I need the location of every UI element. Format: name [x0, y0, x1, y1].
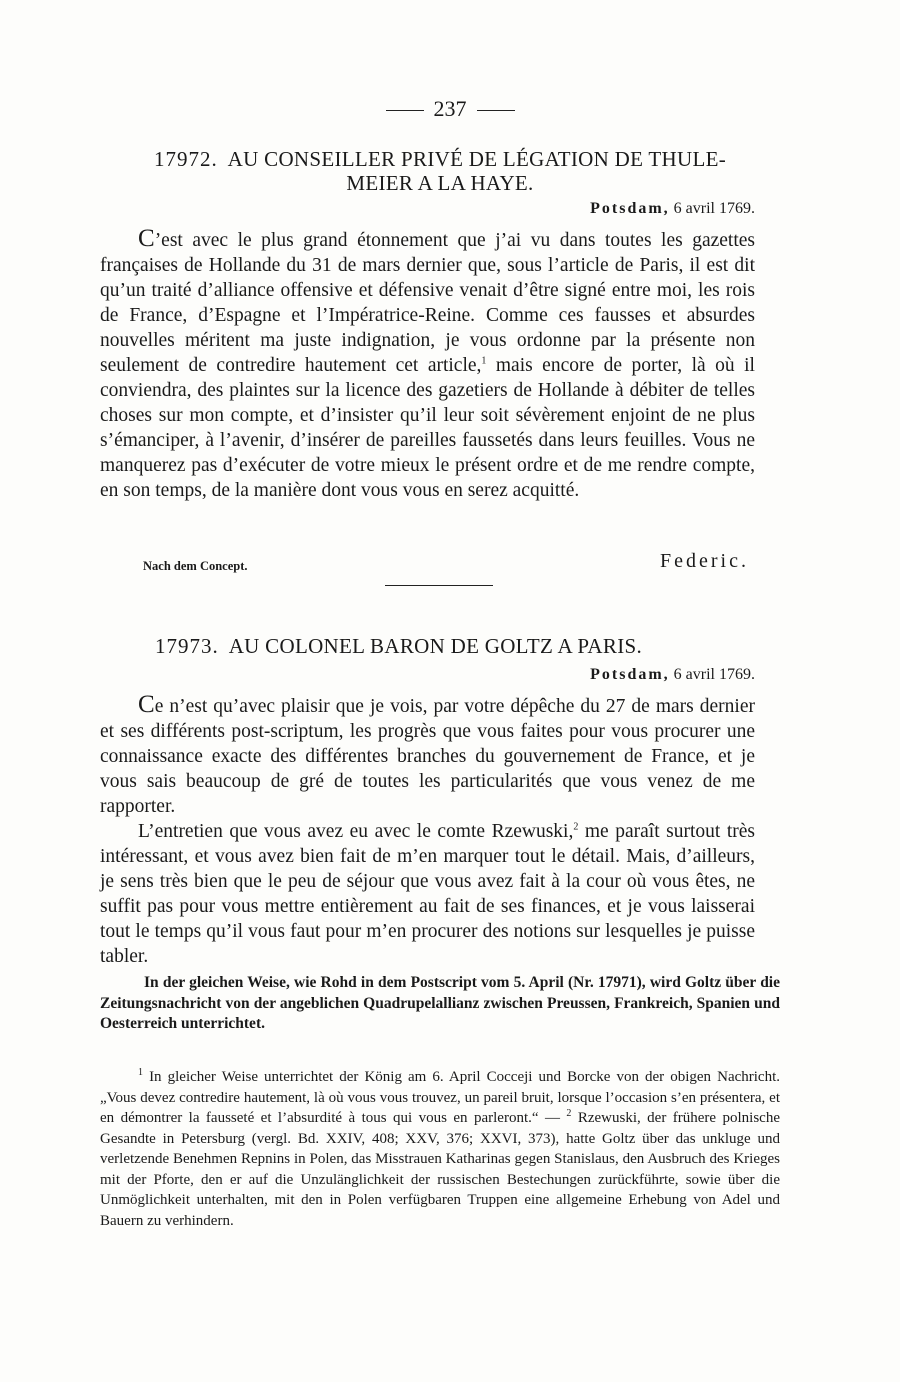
letter-2-dateline — [590, 666, 755, 684]
footnote-1-marker: 1 — [138, 1067, 143, 1078]
letter-1-title-line1: AU CONSEILLER PRIVÉ DE LÉGATION DE THULE- — [227, 147, 727, 171]
letter-1-title-line2: MEIER A LA HAYE. — [346, 171, 534, 195]
letter-1-heading — [100, 147, 780, 195]
letter-2-para-2 — [100, 819, 755, 969]
letter-1-place: Potsdam, — [590, 200, 670, 217]
letter-2-para-1 — [100, 692, 755, 819]
page-number — [0, 96, 900, 122]
letter-2-initial: C — [138, 691, 155, 718]
letter-2-heading — [155, 634, 755, 658]
footnote-1-text: In gleicher Weise unterrichtet der König am 6. April Cocceji und Borcke von der obigen Nachricht. „Vous devez contredire hautement, là où vous vous trouvez, un pareil bruit, lorsque l’occasion s’en présentera, et en démontrer la fausseté et l’absurdité à tous qui vous en parleront.“ — — [100, 1069, 780, 1126]
letter-2-date: 6 avril 1769. — [673, 666, 755, 683]
page-number-dash-right — [477, 110, 515, 111]
footnotes — [100, 1067, 780, 1231]
letter-1-body-text-cont: mais encore de porter, là où il conviendra, des plaintes sur la licence des gazetiers de Hollande à débiter de telles choses sur mon compte, et d’insister qu’il leur soit sévèrement enjoint de ne plus s’émanciper, à l’avenir, d’insérer de pareilles faussetés dans leurs feuilles. Vous ne manquerez pas d’exécuter de votre mieux le présent ordre et de me rendre compte, en son temps, de la manière dont vous vous en serez acquitté. — [100, 355, 755, 501]
page-number-value: 237 — [433, 96, 467, 121]
letter-2-number: 17973. — [155, 634, 219, 658]
letter-1-source: Nach dem Concept. — [143, 559, 248, 573]
editor-note: In der gleichen Weise, wie Rohd in dem Postscript vom 5. April (Nr. 17971), wird Goltz über die Zeitungsnachricht von der angeblichen Quadrupelallianz zwischen Preussen, Frankreich, Spanien und Oesterreich unterrichtet. — [100, 974, 780, 1032]
letter-1-dateline — [590, 200, 755, 218]
separator-rule — [385, 585, 493, 586]
letter-1-body-text: ’est avec le plus grand étonnement que j’ai vu dans toutes les gazettes françaises de Hollande du 31 de mars dernier que, sous l’article de Paris, il est dit qu’un traité d’alliance offensive et défensive venait d’être signé entre moi, les rois de France, d’Espagne et l’Impératrice-Reine. Comme ces fausses et absurdes nouvelles méritent ma juste indignation, je vous ordonne par la présente non seulement de contredire hautement cet article, — [100, 230, 755, 376]
letter-2-title: AU COLONEL BARON DE GOLTZ A PARIS. — [228, 634, 643, 658]
page-number-dash-left — [386, 110, 424, 111]
footnote-ref-1: 1 — [481, 355, 487, 367]
letter-2-para-1-text: e n’est qu’avec plaisir que je vois, par votre dépêche du 27 de mars dernier et ses différents post-scriptum, les progrès que vous faites pour vous procurer une connaissance exacte des différentes branches du gouvernement de France, et je vous sais beaucoup de gré de toutes les particularités que vous venez de me rapporter. — [100, 696, 755, 817]
letter-2-place: Potsdam, — [590, 666, 670, 683]
footnote-2-marker: 2 — [566, 1108, 572, 1119]
footnote-ref-2: 2 — [573, 821, 579, 833]
letter-1-date: 6 avril 1769. — [673, 200, 755, 217]
letter-2-para-2-text: L’entretien que vous avez eu avec le comte Rzewuski, — [138, 821, 574, 842]
letter-2-para-2-text-cont: me paraît surtout très intéressant, et vous avez bien fait de m’en marquer tout le détail. Mais, d’ailleurs, je sens très bien que le peu de séjour que vous avez fait à la cour où vous êtes, ne suffit pas pour vous mettre entièrement au fait de ses finances, et je vous laisserai tout le temps qu’il vous faut pour m’en procurer des notions sur lesquelles je puisse tabler. — [100, 821, 755, 967]
letter-1-number: 17972. — [153, 147, 218, 171]
letter-1-initial: C — [138, 225, 155, 252]
letter-1-body — [100, 226, 755, 503]
letter-1-signature: Federic. — [660, 550, 749, 572]
footnote-2-text: Rzewuski, der frühere polnische Gesandte in Petersburg (vergl. Bd. XXIV, 408; XXV, 376; XXVI, 373), hatte Goltz über das unkluge und verletzende Benehmen Repnins in Polen, das Misstrauen Katharinas gegen Stanislaus, den Ausbruch des Krieges mit der Pforte, den er auf die Unzulänglichkeit der russischen Bestechungen zurückführte, sowie über die Unmöglichkeit unterhalten, mit den in Polen verfügbaren Truppen eine allgemeine Erhebung von Adel und Bauern zu verhindern. — [100, 1110, 780, 1229]
